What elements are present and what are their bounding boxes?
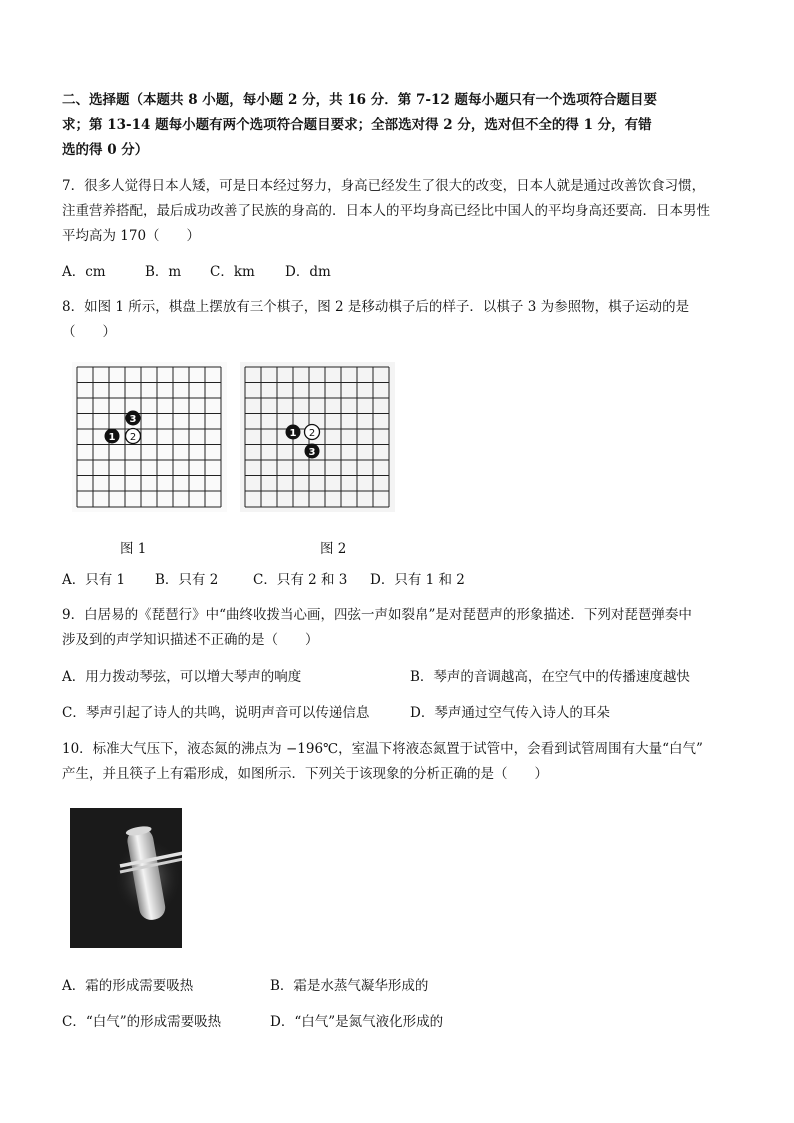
q7-stem-line3: 平均高为 170（ ）: [62, 228, 201, 244]
svg-text:2: 2: [308, 428, 316, 439]
svg-text:1: 1: [289, 428, 297, 439]
q7-option-b[interactable]: B．m: [145, 264, 182, 280]
q7-option-a[interactable]: A．cm: [62, 264, 106, 280]
chessboard-figure-2: [240, 362, 395, 512]
q10-option-b[interactable]: B．霜是水蒸气凝华形成的: [270, 978, 429, 994]
piece-3: [126, 411, 141, 426]
svg-text:2: 2: [129, 432, 137, 443]
q7-stem-line2: 注重营养搭配，最后成功改善了民族的身高的．日本人的平均身高已经比中国人的平均身高还要高．日本男性: [62, 203, 710, 219]
q8-option-c[interactable]: C．只有 2 和 3: [253, 572, 348, 588]
svg-text:3: 3: [129, 414, 137, 425]
figure-1-caption: 图 1: [120, 541, 147, 557]
q9-stem-line2: 涉及到的声学知识描述不正确的是（ ）: [62, 632, 319, 648]
svg-text:3: 3: [308, 447, 316, 458]
chessboard-figure-1: [72, 362, 227, 512]
test-tube-photo: [70, 808, 182, 948]
svg-text:1: 1: [108, 432, 116, 443]
piece-2: [126, 429, 141, 444]
q10-option-a[interactable]: A．霜的形成需要吸热: [62, 978, 194, 994]
q7-stem-line1: 7．很多人觉得日本人矮，可是日本经过努力，身高已经发生了很大的改变，日本人就是通过改善饮食习惯，: [62, 178, 706, 194]
q7-option-c[interactable]: C．km: [210, 264, 255, 280]
section-header-line3: 选的得 0 分）: [62, 142, 149, 158]
q8-stem-line2: （ ）: [62, 324, 116, 340]
figure-2-caption: 图 2: [320, 541, 347, 557]
q8-option-b[interactable]: B．只有 2: [155, 572, 219, 588]
q10-option-c[interactable]: C．“白气”的形成需要吸热: [62, 1014, 222, 1030]
q10-option-d[interactable]: D．“白气”是氮气液化形成的: [270, 1014, 444, 1030]
piece-1: [286, 425, 301, 440]
q9-stem-line1: 9．白居易的《琵琶行》中“曲终收拨当心画，四弦一声如裂帛”是对琵琶声的形象描述．下列对琵琶弹奏中: [62, 607, 692, 623]
piece-2: [305, 425, 320, 440]
q10-stem-line1: 10．标准大气压下，液态氮的沸点为 −196℃，室温下将液态氮置于试管中，会看到试管周围有大量“白气”: [62, 741, 703, 757]
q7-option-d[interactable]: D．dm: [285, 264, 331, 280]
q9-option-b[interactable]: B．琴声的音调越高，在空气中的传播速度越快: [410, 669, 690, 685]
q8-option-a[interactable]: A．只有 1: [62, 572, 126, 588]
q8-stem-line1: 8．如图 1 所示，棋盘上摆放有三个棋子，图 2 是移动棋子后的样子．以棋子 3 为参照物，棋子运动的是: [62, 299, 690, 315]
q10-stem-line2: 产生，并且筷子上有霜形成，如图所示．下列关于该现象的分析正确的是（ ）: [62, 766, 548, 782]
q9-option-d[interactable]: D．琴声通过空气传入诗人的耳朵: [410, 705, 610, 721]
q8-option-d[interactable]: D．只有 1 和 2: [370, 572, 465, 588]
piece-3: [305, 444, 320, 459]
piece-1: [105, 429, 120, 444]
section-header-line1: 二、选择题（本题共 8 小题，每小题 2 分，共 16 分．第 7-12 题每小题只有一个选项符合题目要: [62, 92, 657, 108]
q9-option-c[interactable]: C．琴声引起了诗人的共鸣，说明声音可以传递信息: [62, 705, 370, 721]
q9-option-a[interactable]: A．用力拨动琴弦，可以增大琴声的响度: [62, 669, 302, 685]
section-header-line2: 求；第 13-14 题每小题有两个选项符合题目要求；全部选对得 2 分，选对但不全的得 1 分，有错: [62, 117, 652, 133]
